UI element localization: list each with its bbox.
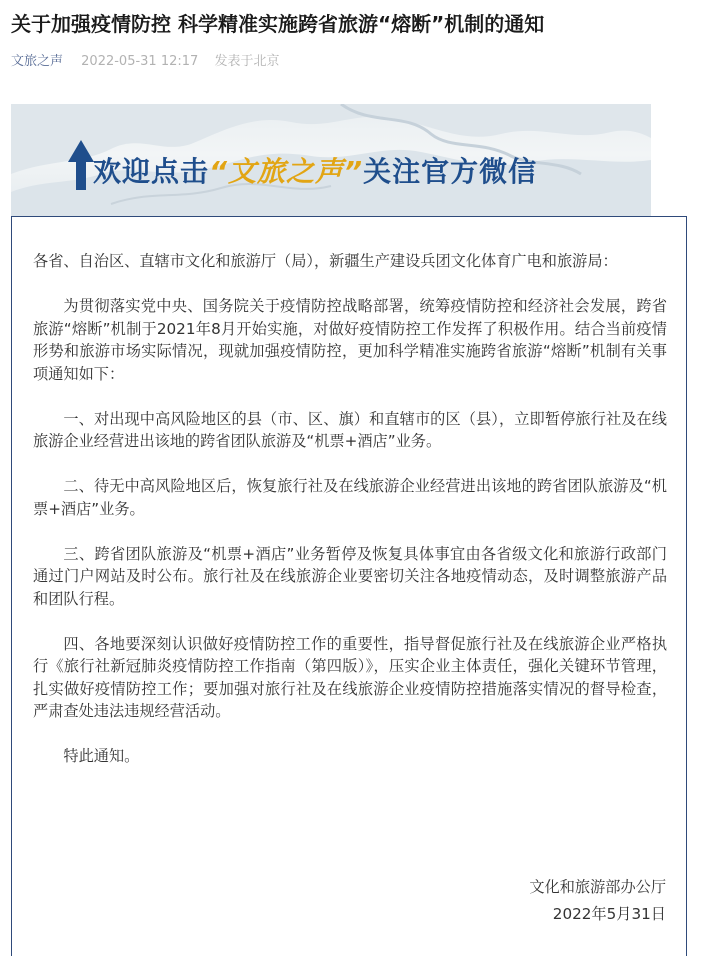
salutation: 各省、自治区、直辖市文化和旅游厅（局），新疆生产建设兵团文化体育广电和旅游局： <box>33 252 618 270</box>
banner-text <box>93 154 537 190</box>
paragraph-intro: 为贯彻落实党中央、国务院关于疫情防控战略部署，统筹疫情防控和经济社会发展，跨省旅游“熔断”机制于2021年8月开始实施，对做好疫情防控工作发挥了积极作用。结合当前疫情形势和旅游市场实际情况，现就加强疫情防控，更加科学精准实施跨省旅游“熔断”机制有关事项通知如下： <box>33 297 667 383</box>
follow-banner[interactable] <box>11 104 651 216</box>
article-meta <box>11 52 291 72</box>
article-body <box>33 250 667 790</box>
banner-text-before: 欢迎点击 <box>93 155 210 188</box>
banner-text-after: 关注官方微信 <box>363 155 538 188</box>
paragraph-item-1: 一、对出现中高风险地区的县（市、区、旗）和直辖市的区（县），立即暂停旅行社及在线旅游企业经营进出该地的跨省团队旅游及“机票+酒店”业务。 <box>33 409 667 450</box>
publish-date: 2022-05-31 12:17 <box>81 54 199 69</box>
banner-text-highlight: “文旅之声” <box>209 155 364 188</box>
account-name-link[interactable]: 文旅之声 <box>11 54 64 69</box>
paragraph-item-4: 四、各地要深刻认识做好疫情防控工作的重要性，指导督促旅行社及在线旅游企业严格执行《旅行社新冠肺炎疫情防控工作指南（第四版）》，压实企业主体责任，强化关键环节管理，扎实做好疫情防控工作；要加强对旅行社及在线旅游企业疫情防控措施落实情况的督导检查，严肃查处违法违规经营活动。 <box>33 634 667 720</box>
article-title: 关于加强疫情防控 科学精准实施跨省旅游“熔断”机制的通知 <box>11 12 545 36</box>
closing-line: 特此通知。 <box>63 747 140 765</box>
paragraph-item-3: 三、跨省团队旅游及“机票+酒店”业务暂停及恢复具体事宜由各省级文化和旅游行政部门通过门户网站及时公布。旅行社及在线旅游企业要密切关注各地疫情动态，及时调整旅游产品和团队行程。 <box>33 544 667 608</box>
paragraph-item-2: 二、待无中高风险地区后，恢复旅行社及在线旅游企业经营进出该地的跨省团队旅游及“机票+酒店”业务。 <box>33 477 667 518</box>
signature-date: 2022年5月31日 <box>552 905 666 923</box>
signature-issuer: 文化和旅游部办公厅 <box>529 878 666 896</box>
publish-location: 发表于北京 <box>214 54 280 69</box>
